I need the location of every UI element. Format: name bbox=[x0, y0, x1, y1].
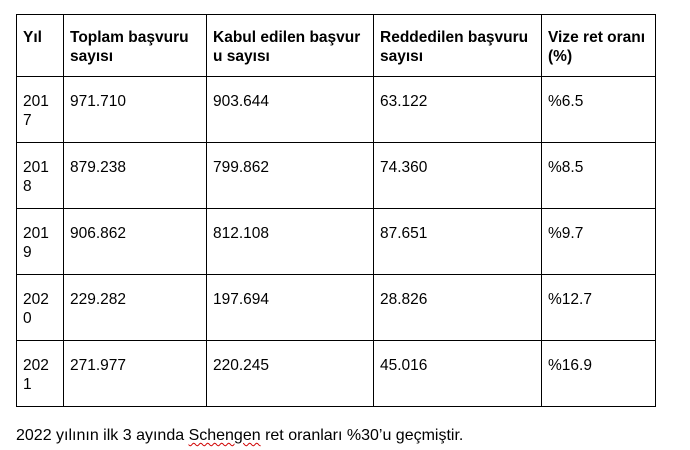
cell-year: 2020 bbox=[17, 275, 64, 341]
cell-total: 906.862 bbox=[64, 209, 207, 275]
table-header bbox=[17, 15, 656, 77]
cell-accepted: 197.694 bbox=[207, 275, 374, 341]
header-row bbox=[17, 15, 656, 77]
cell-rate: %8.5 bbox=[542, 143, 656, 209]
spellcheck-flagged-word: Schengen bbox=[188, 427, 261, 444]
cell-accepted: 812.108 bbox=[207, 209, 374, 275]
header-year: Yıl bbox=[17, 15, 64, 77]
table-row bbox=[17, 77, 656, 143]
footnote-text-end: ret oranları %30’u geçmiştir. bbox=[260, 427, 464, 444]
cell-accepted: 220.245 bbox=[207, 341, 374, 407]
cell-rejected: 45.016 bbox=[374, 341, 542, 407]
cell-year: 2019 bbox=[17, 209, 64, 275]
cell-total: 229.282 bbox=[64, 275, 207, 341]
cell-rate: %9.7 bbox=[542, 209, 656, 275]
cell-total: 971.710 bbox=[64, 77, 207, 143]
cell-rejected: 74.360 bbox=[374, 143, 542, 209]
cell-rejected: 87.651 bbox=[374, 209, 542, 275]
header-accepted-applications: Kabul edilen başvuru sayısı bbox=[207, 15, 374, 77]
cell-year: 2021 bbox=[17, 341, 64, 407]
cell-accepted: 799.862 bbox=[207, 143, 374, 209]
cell-rejected: 63.122 bbox=[374, 77, 542, 143]
cell-year: 2017 bbox=[17, 77, 64, 143]
table-row bbox=[17, 341, 656, 407]
header-rejection-rate: Vize ret oranı (%) bbox=[542, 15, 656, 77]
cell-total: 879.238 bbox=[64, 143, 207, 209]
cell-total: 271.977 bbox=[64, 341, 207, 407]
table-row bbox=[17, 143, 656, 209]
cell-rejected: 28.826 bbox=[374, 275, 542, 341]
footnote bbox=[16, 426, 463, 446]
table-row bbox=[17, 209, 656, 275]
cell-accepted: 903.644 bbox=[207, 77, 374, 143]
visa-statistics-table bbox=[16, 14, 656, 407]
header-rejected-applications: Reddedilen başvuru sayısı bbox=[374, 15, 542, 77]
footnote-text-start: 2022 yılının ilk 3 ayında bbox=[16, 427, 189, 444]
header-total-applications: Toplam başvuru sayısı bbox=[64, 15, 207, 77]
table-row bbox=[17, 275, 656, 341]
cell-rate: %6.5 bbox=[542, 77, 656, 143]
cell-rate: %16.9 bbox=[542, 341, 656, 407]
cell-rate: %12.7 bbox=[542, 275, 656, 341]
table-body bbox=[17, 77, 656, 407]
cell-year: 2018 bbox=[17, 143, 64, 209]
